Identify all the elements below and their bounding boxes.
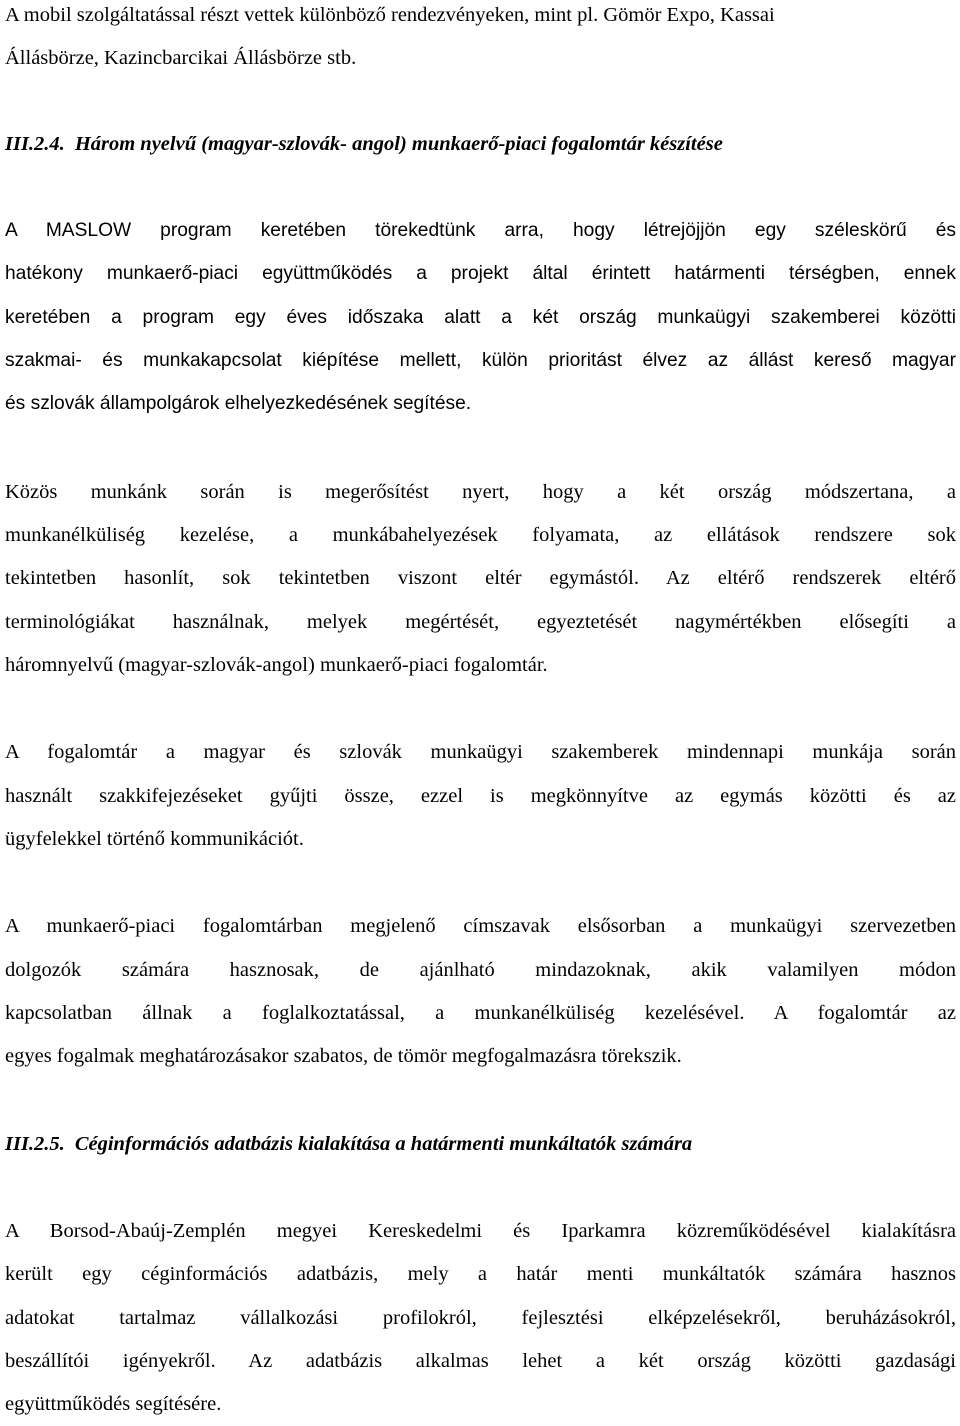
paragraph-4-line-3: kapcsolatban állnak a foglalkoztatással, a munkanélküliség kezelésével. A fogalomtár az [5,1002,956,1024]
section-heading-2-4 [5,122,956,166]
paragraph-1-line-5: és szlovák állampolgárok elhelyezkedésének segítése. [5,393,472,414]
paragraph-3-line-1: A fogalomtár a magyar és szlovák munkaügyi szakemberek mindennapi munkája során [5,741,956,763]
paragraph-5-line-5: együttműködés segítésére. [5,1393,222,1415]
paragraph-1-line-4: szakmai- és munkakapcsolat kiépítése mellett, külön prioritást élvez az állást kereső magyar [5,350,956,371]
section-number: III.2.4. [5,133,65,155]
paragraph-1-line-3: keretében a program egy éves időszaka alatt a két ország munkaügyi szakemberei közötti [5,307,956,328]
paragraph-1-line-1: A MASLOW program keretében törekedtünk arra, hogy létrejöjjön egy széleskörű és [5,220,956,241]
section-heading-2-5 [5,1122,956,1166]
section-title: Céginformációs adatbázis kialakítása a határmenti munkáltatók számára [74,1133,693,1155]
paragraph-4-line-1: A munkaerő-piaci fogalomtárban megjelenő címszavak elsősorban a munkaügyi szervezetben [5,915,956,937]
paragraph-2-line-3: tekintetben hasonlít, sok tekintetben viszont eltér egymástól. Az eltérő rendszerek eltérő [5,567,956,589]
paragraph-2-line-1: Közös munkánk során is megerősítést nyert, hogy a két ország módszertana, a [5,481,956,503]
paragraph-2-line-2: munkanélküliség kezelése, a munkábahelyezések folyamata, az ellátások rendszere sok [5,524,956,546]
paragraph-5-line-3: adatokat tartalmaz vállalkozási profilokról, fejlesztési elképzelésekről, beruházásokról, [5,1307,956,1329]
paragraph-2-line-5: háromnyelvű (magyar-szlovák-angol) munkaerő-piaci fogalomtár. [5,654,548,676]
paragraph-5-line-1: A Borsod-Abaúj-Zemplén megyei Kereskedelmi és Iparkamra közreműködésével kialakításra [5,1220,956,1242]
paragraph-4-line-4: egyes fogalmak meghatározásakor szabatos, de tömör megfogalmazásra törekszik. [5,1045,682,1067]
paragraph-5-line-4: beszállítói igényekről. Az adatbázis alkalmas lehet a két ország közötti gazdasági [5,1350,956,1372]
intro-line-2: Állásbörze, Kazincbarcikai Állásbörze stb. [5,47,357,69]
paragraph-5-line-2: került egy céginformációs adatbázis, mely a határ menti munkáltatók számára hasznos [5,1263,956,1285]
paragraph-3-line-2: használt szakkifejezéseket gyűjti össze, ezzel is megkönnyítve az egymás közötti és az [5,785,956,807]
section-number: III.2.5. [5,1133,65,1155]
section-title: Három nyelvű (magyar-szlovák- angol) munkaerő-piaci fogalomtár készítése [74,133,723,155]
intro-line-1: A mobil szolgáltatással részt vettek különböző rendezvényeken, mint pl. Gömör Expo, Kassai [5,4,775,26]
paragraph-2-line-4: terminológiákat használnak, melyek megértését, egyeztetését nagymértékben elősegíti a [5,611,956,633]
paragraph-4-line-2: dolgozók számára hasznosak, de ajánlható mindazoknak, akik valamilyen módon [5,959,956,981]
paragraph-1-line-2: hatékony munkaerő-piaci együttműködés a projekt által érintett határmenti térségben, ennek [5,263,956,284]
paragraph-3-line-3: ügyfelekkel történő kommunikációt. [5,828,304,850]
